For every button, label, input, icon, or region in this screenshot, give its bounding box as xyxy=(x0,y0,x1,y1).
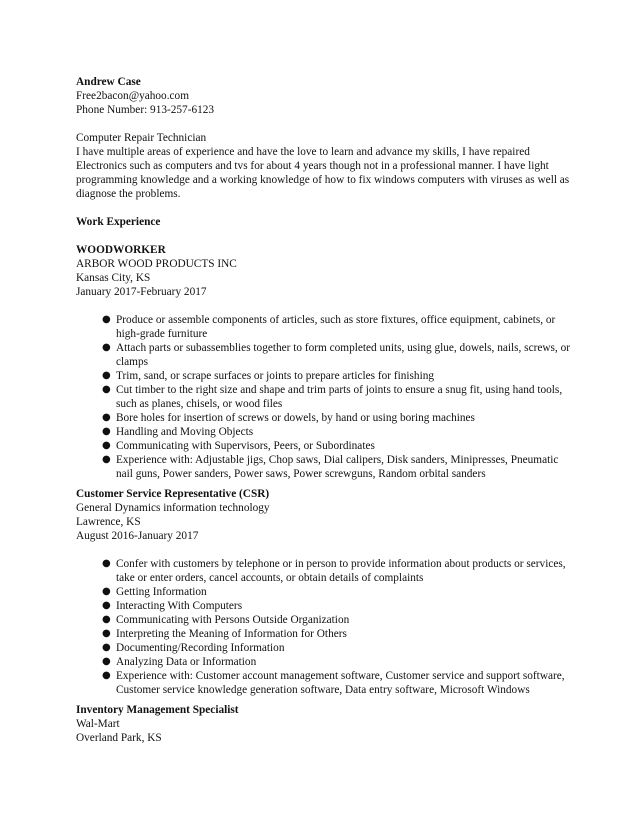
job-employer: ARBOR WOOD PRODUCTS INC xyxy=(76,258,237,270)
duty-item xyxy=(102,411,578,425)
bullet-icon: ● xyxy=(102,558,111,569)
duty-text: Produce or assemble components of articles, such as store fixtures, office equipment, cabinets, or high-grade furniture xyxy=(116,314,556,340)
duty-text: Documenting/Recording Information xyxy=(116,642,285,654)
bullet-icon: ● xyxy=(102,628,111,639)
email-address: Free2bacon@yahoo.com xyxy=(76,90,189,102)
duty-text: Trim, sand, or scrape surfaces or joints to prepare articles for finishing xyxy=(116,370,435,382)
job-dates: August 2016-January 2017 xyxy=(76,530,199,542)
applicant-name: Andrew Case xyxy=(76,76,141,88)
job-title: Customer Service Representative (CSR) xyxy=(76,488,270,500)
duty-item xyxy=(102,627,578,641)
bullet-icon: ● xyxy=(102,370,111,381)
job-title: WOODWORKER xyxy=(76,244,166,256)
bullet-icon: ● xyxy=(102,600,111,611)
duty-item xyxy=(102,369,578,383)
duty-item xyxy=(102,585,578,599)
duty-text: Communicating with Persons Outside Organization xyxy=(116,614,350,626)
duty-text: Getting Information xyxy=(116,586,207,598)
duty-text: Confer with customers by telephone or in person to provide information about products or services, take or enter orders, cancel accounts, or obtain details of complaints xyxy=(116,558,566,584)
job-location: Lawrence, KS xyxy=(76,516,141,528)
duty-text: Experience with: Customer account management software, Customer service and support software, Customer service knowledge generation software, Data entry software, Microsoft Windows xyxy=(116,670,565,696)
duty-item xyxy=(102,599,578,613)
bullet-icon: ● xyxy=(102,342,111,353)
job-title: Inventory Management Specialist xyxy=(76,704,239,716)
duty-item xyxy=(102,641,578,655)
duty-text: Experience with: Adjustable jigs, Chop saws, Dial calipers, Disk sanders, Minipresses, Pneumatic nail guns, Power sanders, Power saws, Power screwguns, Random orbital sanders xyxy=(116,454,559,480)
duty-text: Communicating with Supervisors, Peers, or Subordinates xyxy=(116,440,375,452)
bullet-icon: ● xyxy=(102,642,111,653)
duties-list xyxy=(76,557,576,697)
bullet-icon: ● xyxy=(102,614,111,625)
duty-text: Interacting With Computers xyxy=(116,600,243,612)
job-entry xyxy=(76,243,576,481)
duty-item xyxy=(102,425,578,439)
duties-list xyxy=(76,313,576,481)
job-entry xyxy=(76,703,576,745)
job-dates: January 2017-February 2017 xyxy=(76,286,207,298)
objective-title: Computer Repair Technician xyxy=(76,132,207,144)
duty-item xyxy=(102,383,578,411)
duty-item xyxy=(102,613,578,627)
bullet-icon: ● xyxy=(102,656,111,667)
duty-text: Cut timber to the right size and shape and trim parts of joints to ensure a snug fit, using hand tools, such as planes, chisels, or wood files xyxy=(116,384,563,410)
bullet-icon: ● xyxy=(102,440,111,451)
bullet-icon: ● xyxy=(102,384,111,395)
resume-page xyxy=(76,75,576,745)
duty-item xyxy=(102,341,578,369)
job-location: Overland Park, KS xyxy=(76,732,162,744)
bullet-icon: ● xyxy=(102,314,111,325)
summary-text: I have multiple areas of experience and have the love to learn and advance my skills, I have repaired Electronics such as computers and tvs for about 4 years though not in a professional manner. I have light programming knowledge and a working knowledge of how to fix windows computers with viruses as well as diagnose the problems. xyxy=(76,146,570,200)
job-location: Kansas City, KS xyxy=(76,272,151,284)
duty-text: Interpreting the Meaning of Information for Others xyxy=(116,628,347,640)
duty-item xyxy=(102,655,578,669)
bullet-icon: ● xyxy=(102,586,111,597)
phone-number: Phone Number: 913-257-6123 xyxy=(76,104,215,116)
duty-text: Handling and Moving Objects xyxy=(116,426,254,438)
job-employer: Wal-Mart xyxy=(76,718,120,730)
job-entry xyxy=(76,487,576,697)
work-experience-heading: Work Experience xyxy=(76,216,161,228)
duty-item xyxy=(102,453,578,481)
bullet-icon: ● xyxy=(102,412,111,423)
duty-item xyxy=(102,557,578,585)
bullet-icon: ● xyxy=(102,670,111,681)
duty-text: Attach parts or subassemblies together to form completed units, using glue, dowels, nails, screws, or clamps xyxy=(116,342,570,368)
jobs-list xyxy=(76,243,576,745)
bullet-icon: ● xyxy=(102,426,111,437)
duty-item xyxy=(102,439,578,453)
duty-item xyxy=(102,313,578,341)
duty-item xyxy=(102,669,578,697)
duty-text: Analyzing Data or Information xyxy=(116,656,257,668)
duty-text: Bore holes for insertion of screws or dowels, by hand or using boring machines xyxy=(116,412,475,424)
job-employer: General Dynamics information technology xyxy=(76,502,270,514)
bullet-icon: ● xyxy=(102,454,111,465)
